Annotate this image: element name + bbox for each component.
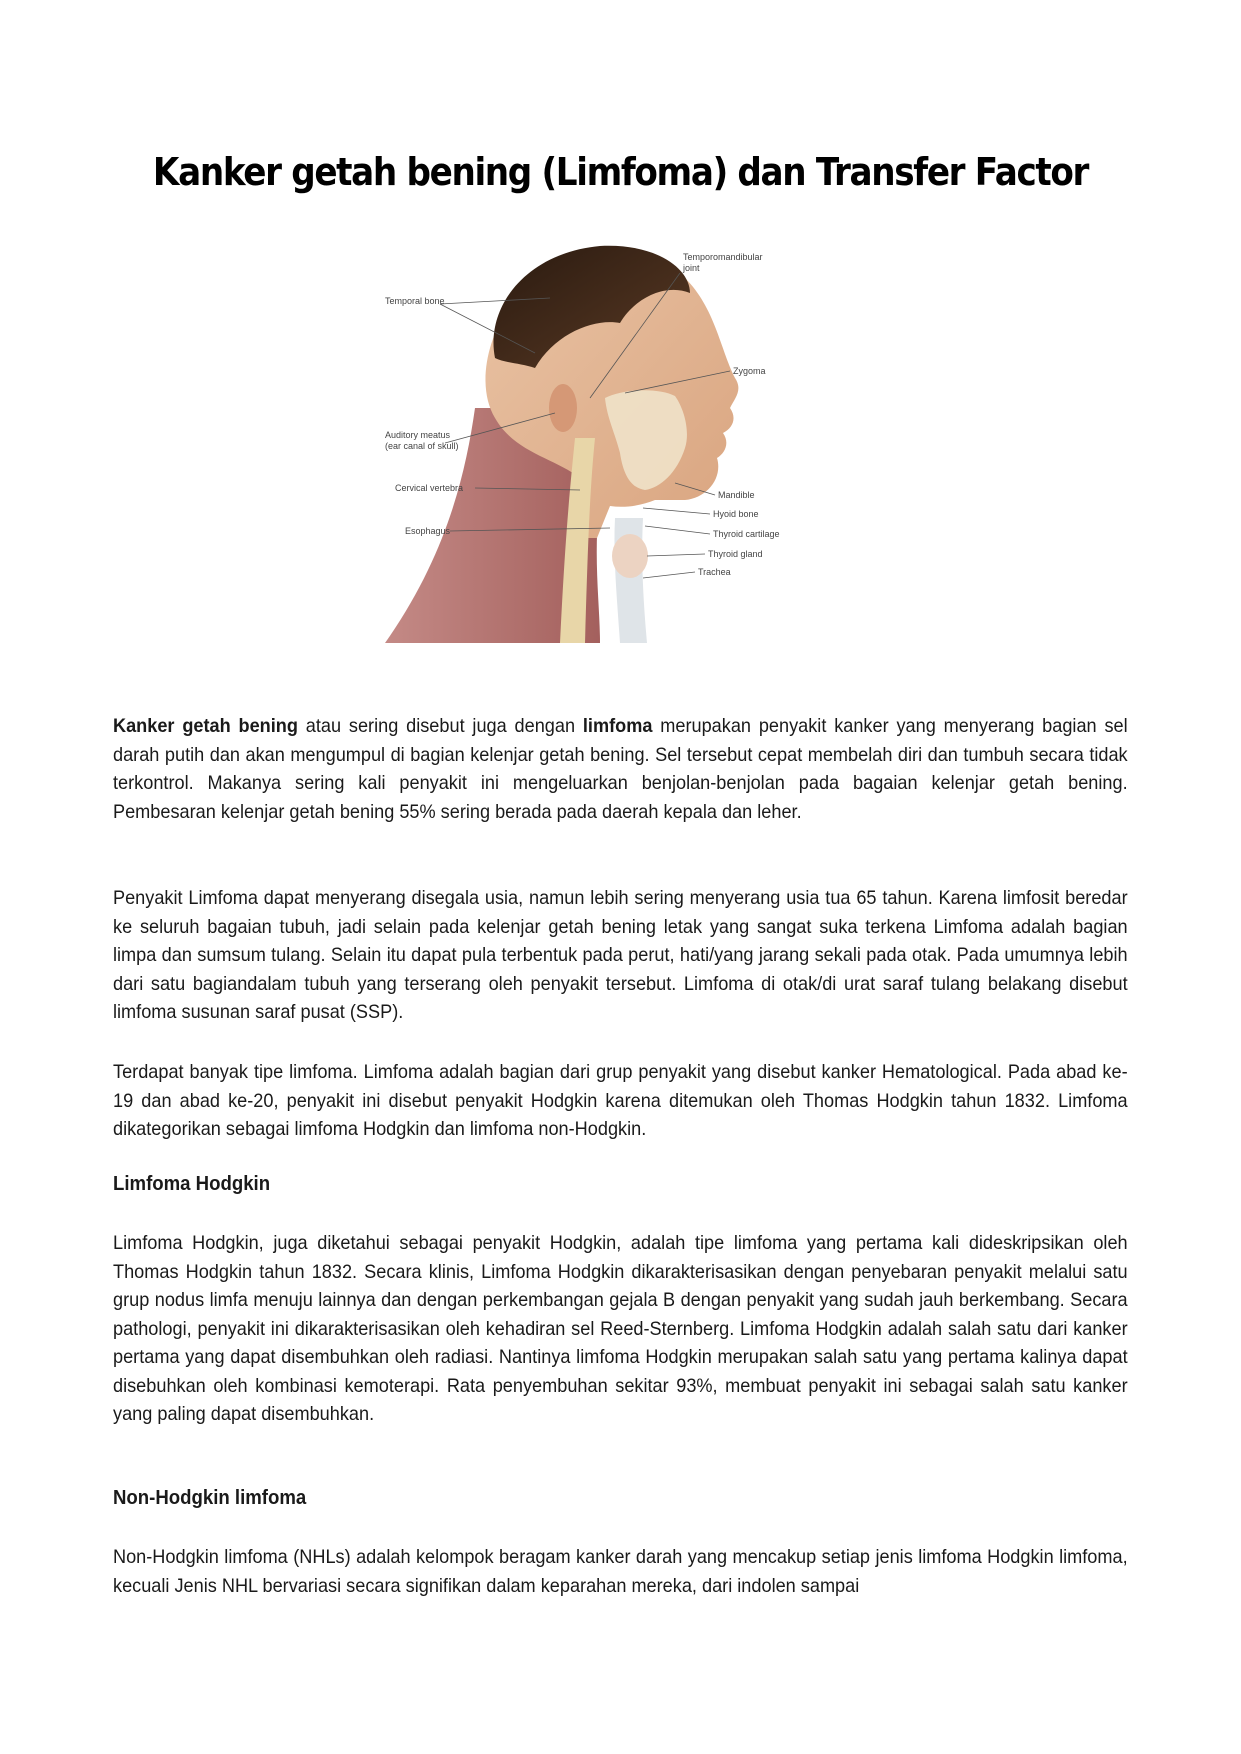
paragraph-non-hodgkin: Non-Hodgkin limfoma (NHLs) adalah kelompok beragam kanker darah yang mencakup setiap jenis limfoma Hodgkin limfoma, kecuali Jenis NHL bervariasi secara signifikan dalam keparahan mereka, dari indolen sampai <box>113 1546 1128 1597</box>
label-esophagus: Esophagus <box>405 526 451 536</box>
paragraph-age-spread: Penyakit Limfoma dapat menyerang disegala usia, namun lebih sering menyerang usia tua 65 tahun. Karena limfosit beredar ke seluruh bagaian tubuh, jadi selain pada kelenjar getah bening letak yang sangat suka terkena Limfoma adalah bagian limpa dan sumsum tulang. Selain itu dapat pula terbentuk pada perut, hati/yang jarang sekali pada otak. Pada umumnya lebih dari satu bagiandalam tubuh yang terserang oleh penyakit tersebut. Limfoma di otak/di urat saraf tulang belakang disebut limfoma susunan saraf pusat (SSP). <box>113 887 1128 1023</box>
intro-text-1: atau sering disebut juga dengan <box>297 715 583 737</box>
label-tmj-line1: Temporomandibular <box>683 252 763 262</box>
label-trachea: Trachea <box>698 567 731 577</box>
heading-limfoma-hodgkin: Limfoma Hodgkin <box>113 1173 271 1195</box>
label-thyroid-cartilage: Thyroid cartilage <box>713 529 780 539</box>
head-neck-anatomy-illustration <box>385 238 860 648</box>
intro-text-2: merupakan penyakit kanker yang menyerang bagian sel darah putih dan akan mengumpul di bagian kelenjar getah bening. Sel tersebut cepat membelah diri dan tumbuh secara tidak terkontrol. Makanya sering kali penyakit ini mengeluarkan benjolan-benjolan pada bagaian kelenjar getah bening. Pembesaran kelenjar getah bening 55% sering berada pada daerah kepala dan leher. <box>113 715 1128 823</box>
label-temporal-bone: Temporal bone <box>385 296 445 306</box>
heading-non-hodgkin: Non-Hodgkin limfoma <box>113 1487 307 1509</box>
paragraph-intro <box>113 712 1128 826</box>
label-auditory-line1: Auditory meatus <box>385 430 451 440</box>
thyroid-gland <box>612 534 648 578</box>
label-tmj-line2: joint <box>683 263 700 273</box>
bold-term-kanker: Kanker getah bening <box>113 715 298 737</box>
label-zygoma: Zygoma <box>733 366 766 376</box>
label-auditory-line2: (ear canal of skull) <box>385 441 459 451</box>
ear <box>549 384 577 432</box>
paragraph-hodgkin: Limfoma Hodgkin, juga diketahui sebagai penyakit Hodgkin, adalah tipe limfoma yang pertama kali dideskripsikan oleh Thomas Hodgkin tahun 1832. Secara klinis, Limfoma Hodgkin dikarakterisasikan dengan penyebaran penyakit melalui satu grup nodus limfa menuju lainnya dan dengan perkembangan gejala B dengan penyakit yang sudah jauh berkembang. Secara pathologi, penyakit ini dikarakterisasikan oleh kehadiran sel Reed-Sternberg. Limfoma Hodgkin adalah salah satu dari kanker pertama yang dapat disembuhkan oleh radiasi. Nantinya limfoma Hodgkin merupakan salah satu yang pertama kalinya dapat disebuhkan oleh kombinasi kemoterapi. Rata penyembuhan sekitar 93%, membuat penyakit ini sebagai salah satu kanker yang paling dapat disembuhkan. <box>113 1232 1128 1425</box>
bold-term-limfoma: limfoma <box>582 715 653 737</box>
label-mandible: Mandible <box>718 490 755 500</box>
label-hyoid-bone: Hyoid bone <box>713 509 759 519</box>
page-title: Kanker getah bening (Limfoma) dan Transfer Factor <box>152 150 1089 194</box>
label-cervical-vertebra: Cervical vertebra <box>395 483 464 493</box>
label-thyroid-gland: Thyroid gland <box>708 549 763 559</box>
paragraph-types: Terdapat banyak tipe limfoma. Limfoma adalah bagian dari grup penyakit yang disebut kanker Hematological. Pada abad ke-19 dan abad ke-20, penyakit ini disebut penyakit Hodgkin karena ditemukan oleh Thomas Hodgkin tahun 1832. Limfoma dikategorikan sebagai limfoma Hodgkin dan limfoma non-Hodgkin. <box>113 1061 1128 1140</box>
